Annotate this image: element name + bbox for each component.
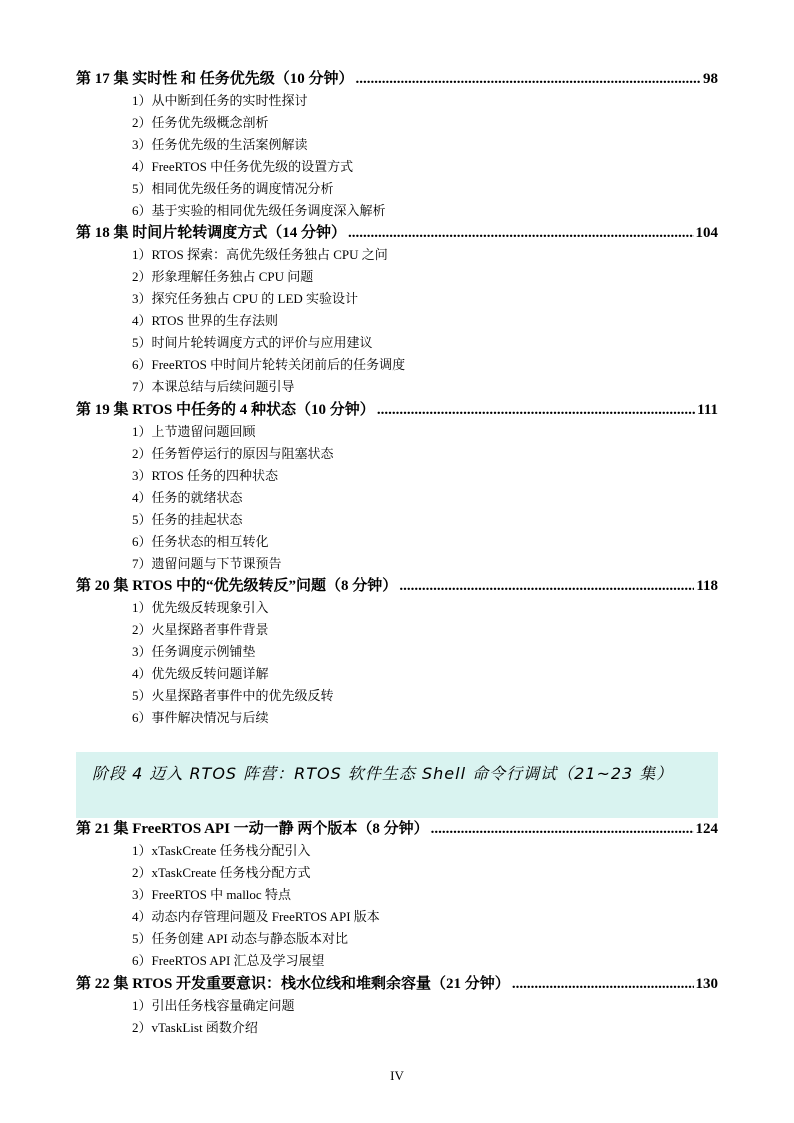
page-number: 98 bbox=[703, 71, 718, 87]
page-number: 130 bbox=[695, 976, 718, 992]
subsection-item: 4）动态内存管理问题及 FreeRTOS API 版本 bbox=[132, 909, 380, 924]
subsection-item: 1）上节遗留问题回顾 bbox=[132, 424, 256, 439]
subsection-item: 3）任务调度示例铺垫 bbox=[132, 644, 256, 659]
subsection-item: 3）探究任务独占 CPU 的 LED 实验设计 bbox=[132, 291, 359, 306]
subsection-item: 1）RTOS 探索：高优先级任务独占 CPU 之问 bbox=[132, 247, 388, 262]
toc-entry-ep18[interactable] bbox=[76, 222, 718, 244]
dot-leader bbox=[356, 68, 701, 90]
page-number: 111 bbox=[697, 402, 718, 418]
subsection-item: 1）xTaskCreate 任务栈分配引入 bbox=[132, 843, 311, 858]
toc-entry-ep22[interactable] bbox=[76, 973, 718, 995]
subsection-item: 5）时间片轮转调度方式的评价与应用建议 bbox=[132, 335, 373, 350]
subsection-item: 1）引出任务栈容量确定问题 bbox=[132, 998, 295, 1013]
dot-leader bbox=[512, 973, 694, 995]
toc-entry-ep21[interactable] bbox=[76, 818, 718, 840]
toc-entry-ep19[interactable] bbox=[76, 399, 718, 421]
footer-page-number: IV bbox=[390, 1068, 404, 1083]
subsection-item: 5）火星探路者事件中的优先级反转 bbox=[132, 688, 334, 703]
dot-leader bbox=[348, 222, 693, 244]
subsection-item: 1）优先级反转现象引入 bbox=[132, 600, 269, 615]
entry-title: 第 22 集 RTOS 开发重要意识：栈水位线和堆剩余容量（21 分钟） bbox=[76, 976, 510, 992]
subsection-item: 2）形象理解任务独占 CPU 问题 bbox=[132, 269, 314, 284]
toc-entry-ep17[interactable] bbox=[76, 68, 718, 90]
dot-leader bbox=[431, 818, 694, 840]
subsection-item: 7）遗留问题与下节课预告 bbox=[132, 556, 282, 571]
subsection-item: 6）事件解决情况与后续 bbox=[132, 710, 269, 725]
subsection-item: 6）基于实验的相同优先级任务调度深入解析 bbox=[132, 203, 386, 218]
toc-entry-ep20[interactable] bbox=[76, 575, 718, 597]
page-number: 124 bbox=[695, 821, 718, 837]
subsection-item: 6）任务状态的相互转化 bbox=[132, 534, 269, 549]
subsection-item: 5）相同优先级任务的调度情况分析 bbox=[132, 181, 334, 196]
entry-title: 第 18 集 时间片轮转调度方式（14 分钟） bbox=[76, 225, 347, 241]
subsection-item: 4）RTOS 世界的生存法则 bbox=[132, 313, 278, 328]
subsection-item: 4）任务的就绪状态 bbox=[132, 490, 243, 505]
page-number: 118 bbox=[696, 578, 718, 594]
subsection-item: 2）任务优先级概念剖析 bbox=[132, 115, 269, 130]
entry-title: 第 20 集 RTOS 中的“优先级转反”问题（8 分钟） bbox=[76, 578, 398, 594]
subsection-item: 3）FreeRTOS 中 malloc 特点 bbox=[132, 887, 291, 902]
subsection-item: 3）RTOS 任务的四种状态 bbox=[132, 468, 278, 483]
subsection-item: 4）FreeRTOS 中任务优先级的设置方式 bbox=[132, 159, 354, 174]
subsection-item: 2）vTaskList 函数介绍 bbox=[132, 1020, 258, 1035]
stage-banner bbox=[76, 752, 718, 818]
subsection-item: 6）FreeRTOS API 汇总及学习展望 bbox=[132, 953, 325, 968]
subsection-item: 2）xTaskCreate 任务栈分配方式 bbox=[132, 865, 311, 880]
entry-title: 第 17 集 实时性 和 任务优先级（10 分钟） bbox=[76, 71, 354, 87]
subsection-item: 1）从中断到任务的实时性探讨 bbox=[132, 93, 308, 108]
dot-leader bbox=[399, 575, 694, 597]
dot-leader bbox=[377, 399, 695, 421]
subsection-item: 3）任务优先级的生活案例解读 bbox=[132, 137, 308, 152]
subsection-item: 5）任务的挂起状态 bbox=[132, 512, 243, 527]
subsection-item: 4）优先级反转问题详解 bbox=[132, 666, 269, 681]
subsection-item: 7）本课总结与后续问题引导 bbox=[132, 379, 295, 394]
page-number: 104 bbox=[695, 225, 718, 241]
subsection-item: 6）FreeRTOS 中时间片轮转关闭前后的任务调度 bbox=[132, 357, 406, 372]
subsection-item: 5）任务创建 API 动态与静态版本对比 bbox=[132, 931, 348, 946]
entry-title: 第 19 集 RTOS 中任务的 4 种状态（10 分钟） bbox=[76, 402, 375, 418]
stage-title: 阶段 4 迈入 RTOS 阵营：RTOS 软件生态 Shell 命令行调试（21~23 集） bbox=[92, 764, 674, 783]
subsection-item: 2）任务暂停运行的原因与阻塞状态 bbox=[132, 446, 334, 461]
subsection-item: 2）火星探路者事件背景 bbox=[132, 622, 269, 637]
entry-title: 第 21 集 FreeRTOS API 一动一静 两个版本（8 分钟） bbox=[76, 821, 429, 837]
